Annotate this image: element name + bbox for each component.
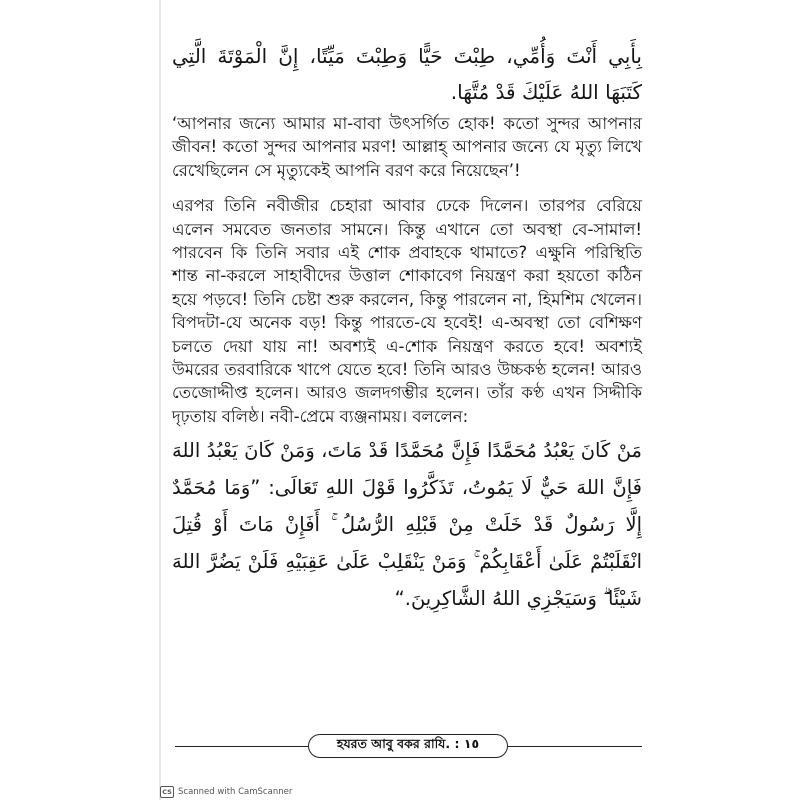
arabic-quote-top: بِأَبِي أَنْتَ وَأُمِّي، طِبْتَ حَيًّا وَطِبْتَ مَيِّتًا، إِنَّ الْمَوْتَةَ الَّتِي كَتَبَهَا اللهُ عَلَيْكَ قَدْ مُتَّهَا.: [172, 44, 642, 104]
page-content: [172, 38, 642, 617]
arabic-sermon-quote: مَنْ كَانَ يَعْبُدُ مُحَمَّدًا فَإِنَّ مُحَمَّدًا قَدْ مَاتَ، وَمَنْ كَانَ يَعْبُدُ اللهَ فَإِنَّ اللهَ حَيٌّ لَا يَمُوتُ، تَذَكَّرُوا قَوْلَ اللهِ تَعَالَى: ”وَمَا مُحَمَّدٌ إِلَّا رَسُولٌ قَدْ خَلَتْ مِنْ قَبْلِهِ الرُّسُلُ ۚ أَفَإِنْ مَاتَ أَوْ قُتِلَ انْقَلَبْتُمْ عَلَىٰ أَعْقَابِكُمْ ۚ وَمَنْ يَنْقَلِبْ عَلَىٰ عَقِبَيْهِ فَلَنْ يَضُرَّ اللهَ شَيْئًا ۗ وَسَيَجْزِي اللهُ الشَّاكِرِينَ.“: [172, 439, 642, 611]
bengali-narrative-paragraph: এরপর তিনি নবীজীর চেহারা আবার ঢেকে দিলেন। তারপর বেরিয়ে এলেন সমবেত জনতার সামনে। কিন্তু এখানে তো অবস্থা বে-সামাল! পারবেন কি তিনি সবার এই শোক প্রবাহকে থামাতে? এক্ষুনি পরিস্থিতি শান্ত না-করলে সাহাবীদের উত্তাল শোকাবেগ নিয়ন্ত্রণ করা হয়তো কঠিন হয়ে পড়বে! তিনি চেষ্টা শুরু করলেন, কিন্তু পারলেন না, হিমশিম খেলেন। বিপদটা-যে অনেক বড়! কিন্তু পারতে-যে হবেই! এ-অবস্থা তো বেশিক্ষণ চলতে দেয়া যায় না! অবশ্যই এ-শোক নিয়ন্ত্রণ করতে হবে! অবশ্যই উমরের তরবারিকে খাপে যেতে হবে! তিনি আরও উচ্চকণ্ঠ হলেন! আরও তেজোদ্দীপ্ত হলেন। আরও জলদগম্ভীর হলেন। তাঁর কণ্ঠ এখন সিদ্দীকি দৃঢ়তায় বলিষ্ঠ। নবী-প্রেমে ব্যঞ্জনাময়। বললেন:: [172, 196, 642, 426]
scanner-watermark-text: Scanned with CamScanner: [178, 787, 293, 797]
scanner-watermark: [160, 786, 292, 798]
footer-rule-right: [508, 746, 642, 747]
page-edge: [159, 0, 161, 800]
camscanner-logo-icon: CS: [160, 786, 174, 798]
footer-rule-left: [175, 746, 308, 747]
page-footer-badge: হযরত আবু বকর রাযি. : ١٥: [308, 734, 508, 758]
bengali-quote-translation: ‘আপনার জন্যে আমার মা-বাবা উৎসর্গিত হোক! কতো সুন্দর আপনার জীবন! কতো সুন্দর আপনার মরণ! আল্লাহ্ আপনার জন্যে যে মৃত্যু লিখে রেখেছিলেন সে মৃত্যুকেই আপনি বরণ করে নিয়েছেন’!: [172, 114, 642, 180]
